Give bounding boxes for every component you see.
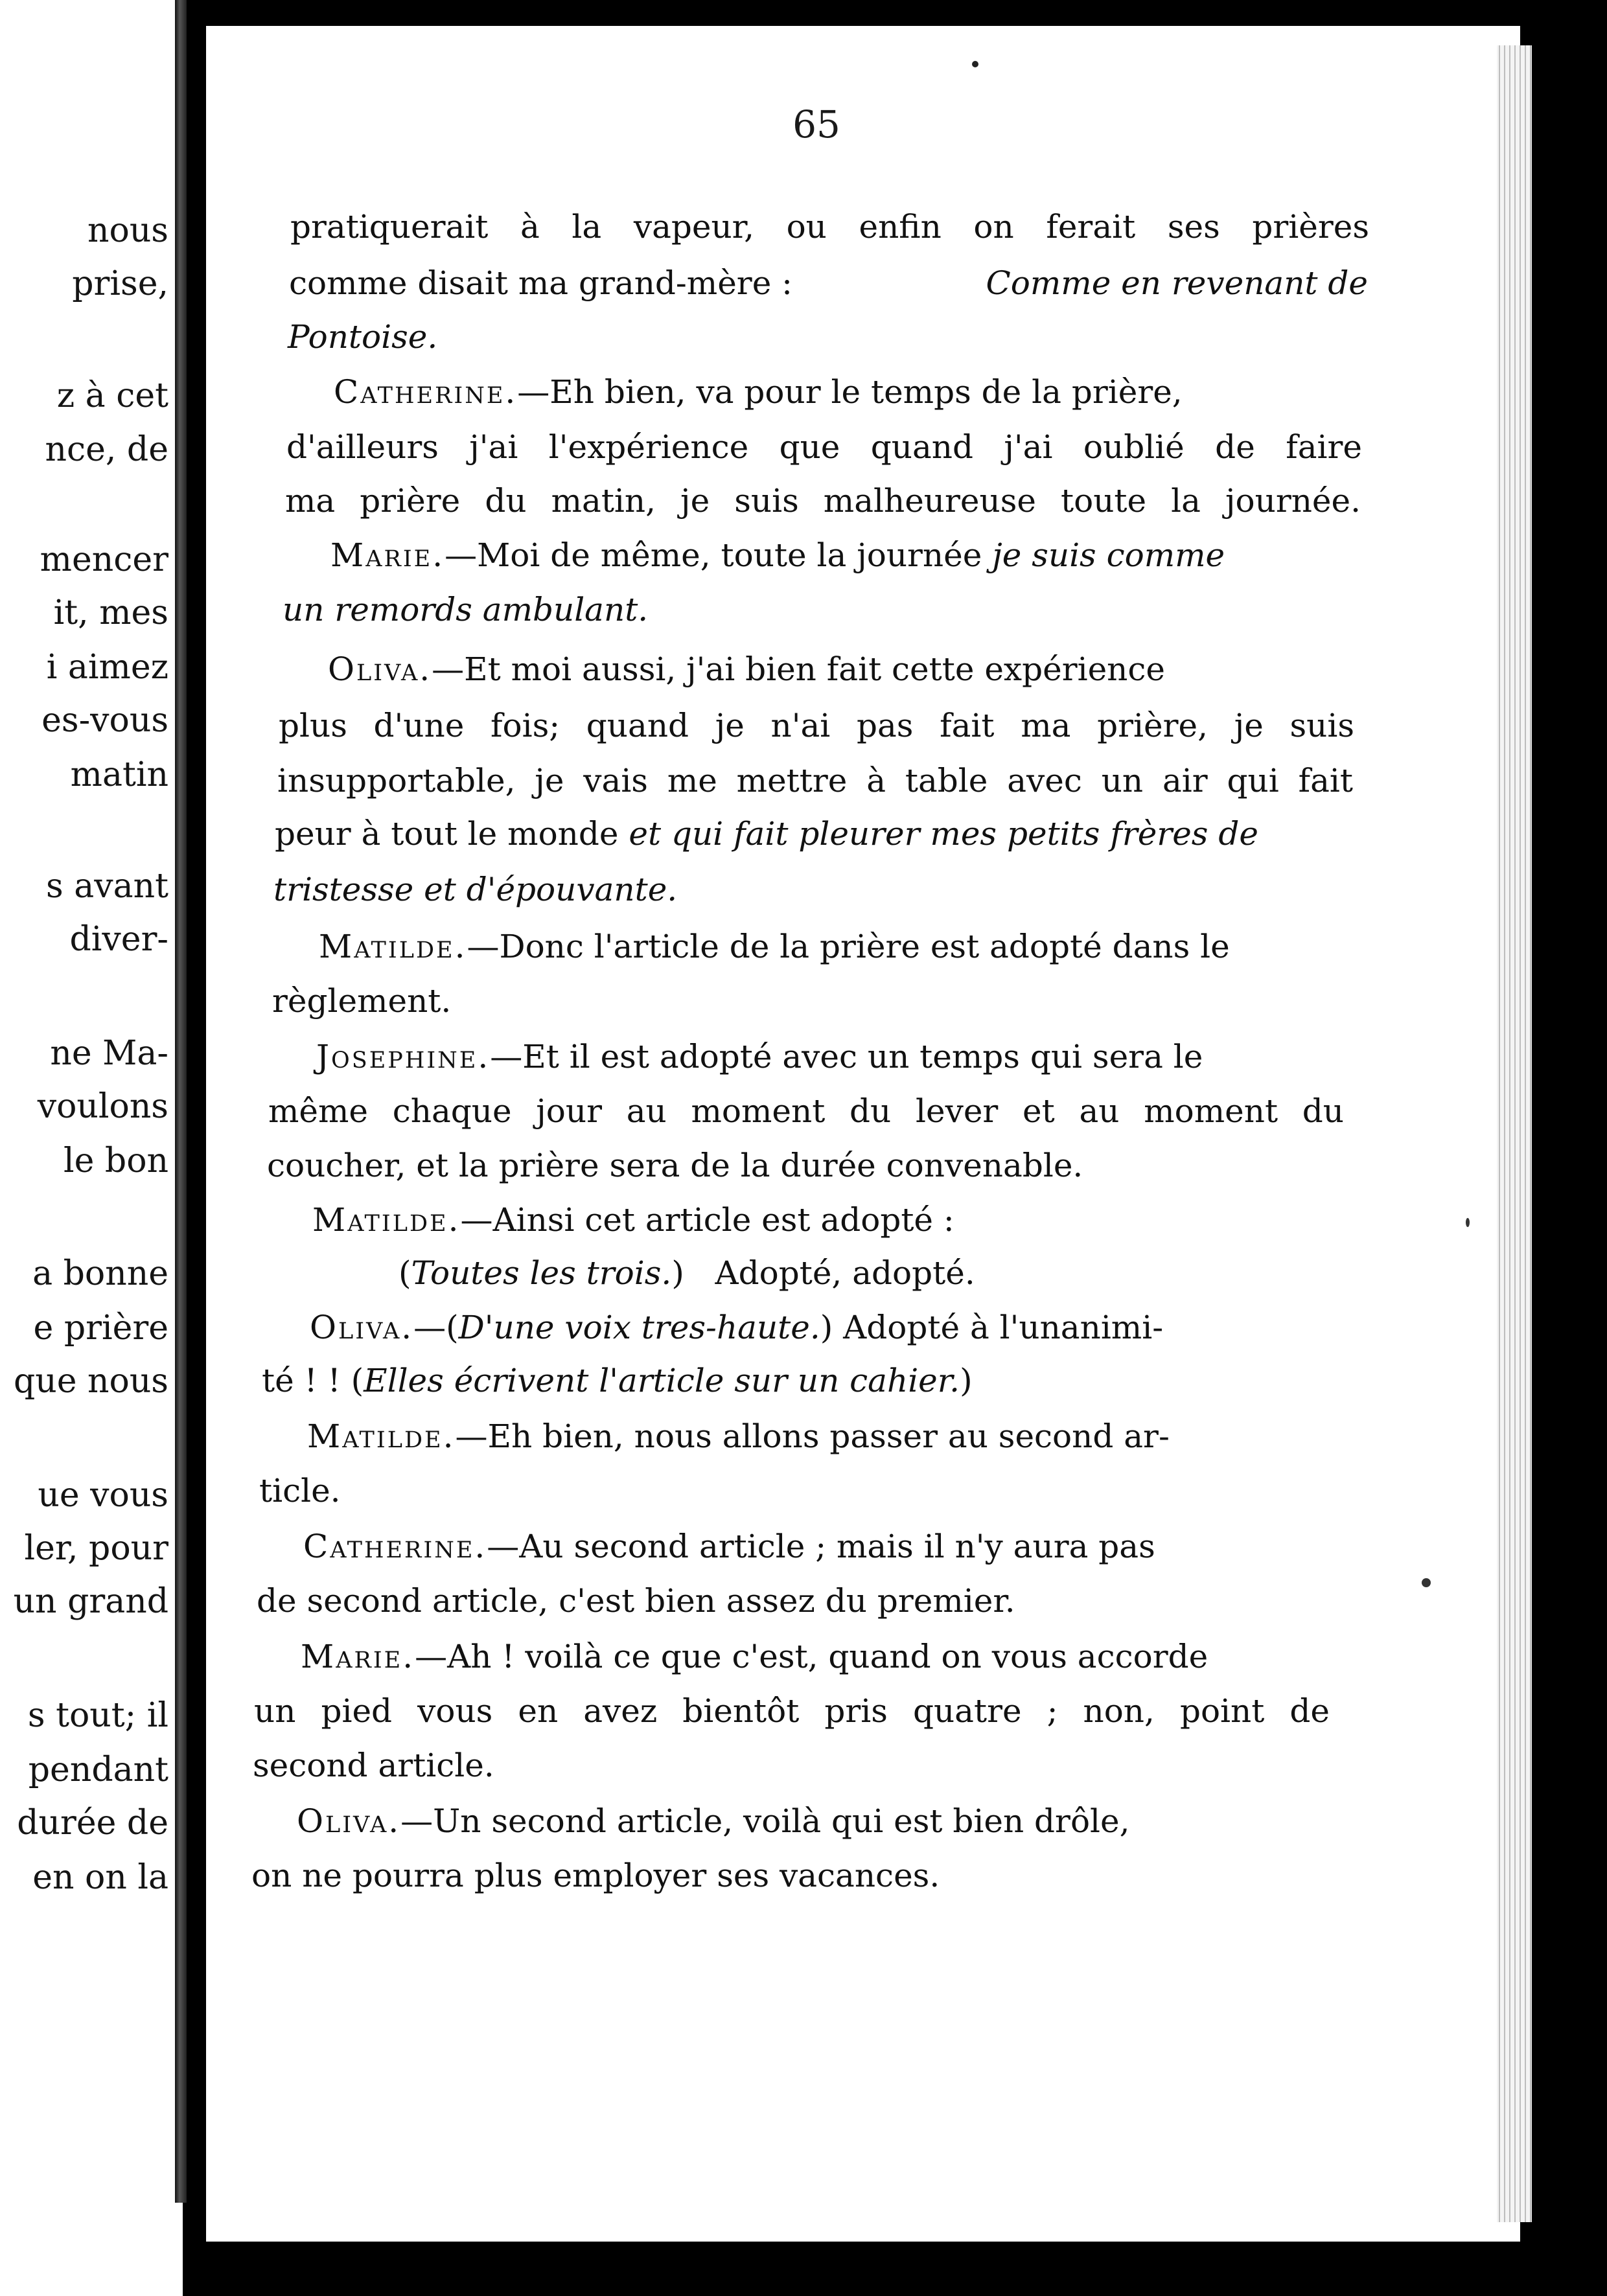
speech-text: —Moi de même, toute la journée bbox=[445, 536, 993, 574]
speech-text: —Ah ! voilà ce que c'est, quand on vous accorde bbox=[415, 1638, 1208, 1675]
text-line bbox=[289, 264, 1368, 302]
close-paren: ) bbox=[960, 1362, 973, 1399]
text-line: on ne pourra plus employer ses vacances. bbox=[251, 1857, 940, 1894]
text-line: Pontoise. bbox=[288, 318, 438, 356]
open-paren: ( bbox=[399, 1254, 411, 1292]
facing-line: voulons bbox=[37, 1087, 168, 1126]
page-number: 65 bbox=[792, 102, 840, 146]
text-line: pratiquerait à la vapeur, ou enfin on ferait ses prières bbox=[290, 208, 1369, 246]
speech-line bbox=[319, 930, 1349, 963]
speech-text: —Eh bien, va pour le temps de la prière, bbox=[517, 373, 1183, 411]
facing-line: es-vous bbox=[41, 701, 168, 740]
speaker-name: Oliva. bbox=[328, 650, 432, 688]
dash: —( bbox=[413, 1309, 459, 1346]
text-line: tristesse et d'épouvante. bbox=[273, 871, 678, 908]
speaker-name: Marie. bbox=[330, 536, 445, 574]
speech-text: Adopté à l'unanimi- bbox=[843, 1309, 1164, 1346]
speaker-name: Matilde. bbox=[312, 1201, 461, 1239]
speech-line bbox=[297, 1802, 1327, 1840]
speech-text: Adopté, adopté. bbox=[715, 1254, 975, 1292]
stage-direction: Toutes les trois. bbox=[411, 1254, 672, 1292]
close-paren: ) bbox=[820, 1309, 844, 1346]
open-paren: ( bbox=[351, 1362, 364, 1399]
speech-line bbox=[330, 536, 1361, 574]
speech-line bbox=[301, 1640, 1331, 1673]
text-line: d'ailleurs j'ai l'expérience que quand j'ai oublié de faire bbox=[286, 428, 1362, 466]
facing-line: un grand bbox=[13, 1582, 168, 1621]
facing-line: pendant bbox=[28, 1751, 168, 1789]
speech-line bbox=[316, 1040, 1345, 1073]
facing-line: ue vous bbox=[38, 1476, 168, 1515]
stage-direction: Elles écrivent l'article sur un cahier. bbox=[364, 1362, 960, 1399]
page-edges bbox=[1497, 45, 1532, 2222]
speaker-name: Oliva. bbox=[297, 1802, 401, 1840]
text-line: plus d'une fois; quand je n'ai pas fait ma prière, je suis bbox=[279, 707, 1354, 744]
facing-line: s tout; il bbox=[27, 1696, 168, 1735]
text-line: second article. bbox=[253, 1747, 494, 1784]
facing-line: en on la bbox=[32, 1858, 168, 1897]
speech-italic: je suis comme bbox=[992, 536, 1225, 574]
speech-text: —Et il est adopté avec un temps qui sera le bbox=[490, 1038, 1203, 1075]
text-line: insupportable, je vais me mettre à table avec un air qui fait bbox=[277, 762, 1353, 799]
speaker-name: Josephine. bbox=[316, 1038, 491, 1075]
speech-text: —Un second article, voilà qui est bien drôle, bbox=[400, 1802, 1130, 1840]
text-line: un remords ambulant. bbox=[283, 591, 649, 628]
text-line: ticle. bbox=[259, 1472, 341, 1510]
speech-line bbox=[328, 650, 1354, 688]
text-line-italic: et qui fait pleurer mes petits frères de bbox=[629, 815, 1258, 853]
facing-line: e prière bbox=[33, 1309, 168, 1348]
facing-line: le bon bbox=[63, 1142, 168, 1180]
speech-text: —Au second article ; mais il n'y aura pas bbox=[487, 1528, 1155, 1565]
facing-line: que nous bbox=[13, 1362, 168, 1401]
facing-line: i aimez bbox=[46, 648, 168, 687]
text-line: même chaque jour au moment du lever et au moment du bbox=[268, 1092, 1344, 1130]
speaker-name: Catherine. bbox=[303, 1528, 487, 1565]
ink-speck bbox=[972, 61, 978, 67]
text-line: un pied vous en avez bientôt pris quatre ; non, point de bbox=[254, 1692, 1330, 1730]
speaker-name: Matilde. bbox=[307, 1418, 456, 1455]
facing-line: ler, pour bbox=[24, 1529, 168, 1568]
ink-speck bbox=[1422, 1578, 1431, 1587]
text-line: ma prière du matin, je suis malheureuse toute la journée. bbox=[285, 482, 1361, 520]
speech-line bbox=[334, 373, 1363, 411]
stage-line bbox=[399, 1254, 975, 1292]
text-line-roman: comme disait ma grand-mère : bbox=[289, 264, 793, 302]
speech-line bbox=[303, 1530, 1332, 1563]
facing-line: mencer bbox=[40, 540, 168, 579]
speech-text: té ! ! bbox=[262, 1362, 351, 1399]
book-gutter bbox=[175, 0, 187, 2203]
text-line bbox=[262, 1364, 973, 1397]
text-line bbox=[275, 815, 1350, 853]
speech-line bbox=[310, 1311, 1339, 1344]
facing-line: a bonne bbox=[32, 1254, 168, 1293]
speaker-name: Oliva. bbox=[310, 1309, 414, 1346]
stage-direction: D'une voix tres-haute. bbox=[458, 1309, 820, 1346]
facing-line: s avant bbox=[46, 867, 168, 906]
facing-line: ne Ma- bbox=[50, 1034, 168, 1073]
speech-text: —Eh bien, nous allons passer au second ar- bbox=[455, 1418, 1170, 1455]
facing-line: nous bbox=[87, 211, 168, 250]
facing-line: durée de bbox=[17, 1804, 168, 1843]
speech-text: —Ainsi cet article est adopté : bbox=[460, 1201, 954, 1239]
speech-line bbox=[312, 1201, 954, 1239]
speaker-name: Matilde. bbox=[319, 928, 467, 965]
speaker-name: Catherine. bbox=[334, 373, 518, 411]
text-line-roman: peur à tout le monde bbox=[275, 815, 629, 853]
book-page bbox=[206, 26, 1520, 2242]
text-line: coucher, et la prière sera de la durée convenable. bbox=[267, 1147, 1083, 1184]
facing-line: diver- bbox=[69, 920, 168, 959]
facing-line: z à cet bbox=[56, 376, 168, 415]
ink-speck bbox=[1466, 1218, 1470, 1227]
speaker-name: Marie. bbox=[301, 1638, 415, 1675]
speech-text: —Et moi aussi, j'ai bien fait cette expérience bbox=[432, 650, 1165, 688]
facing-line: matin bbox=[70, 755, 168, 794]
facing-line: nce, de bbox=[45, 430, 168, 469]
facing-line: it, mes bbox=[53, 593, 168, 632]
text-line-italic: Comme en revenant de bbox=[986, 264, 1368, 302]
speech-text: —Donc l'article de la prière est adopté dans le bbox=[467, 928, 1230, 965]
text-line: règlement. bbox=[272, 982, 452, 1020]
facing-line: prise, bbox=[72, 264, 168, 303]
speech-line bbox=[307, 1418, 1336, 1455]
close-paren: ) bbox=[671, 1254, 684, 1292]
facing-page bbox=[0, 0, 183, 2296]
text-line: de second article, c'est bien assez du premier. bbox=[257, 1582, 1015, 1620]
